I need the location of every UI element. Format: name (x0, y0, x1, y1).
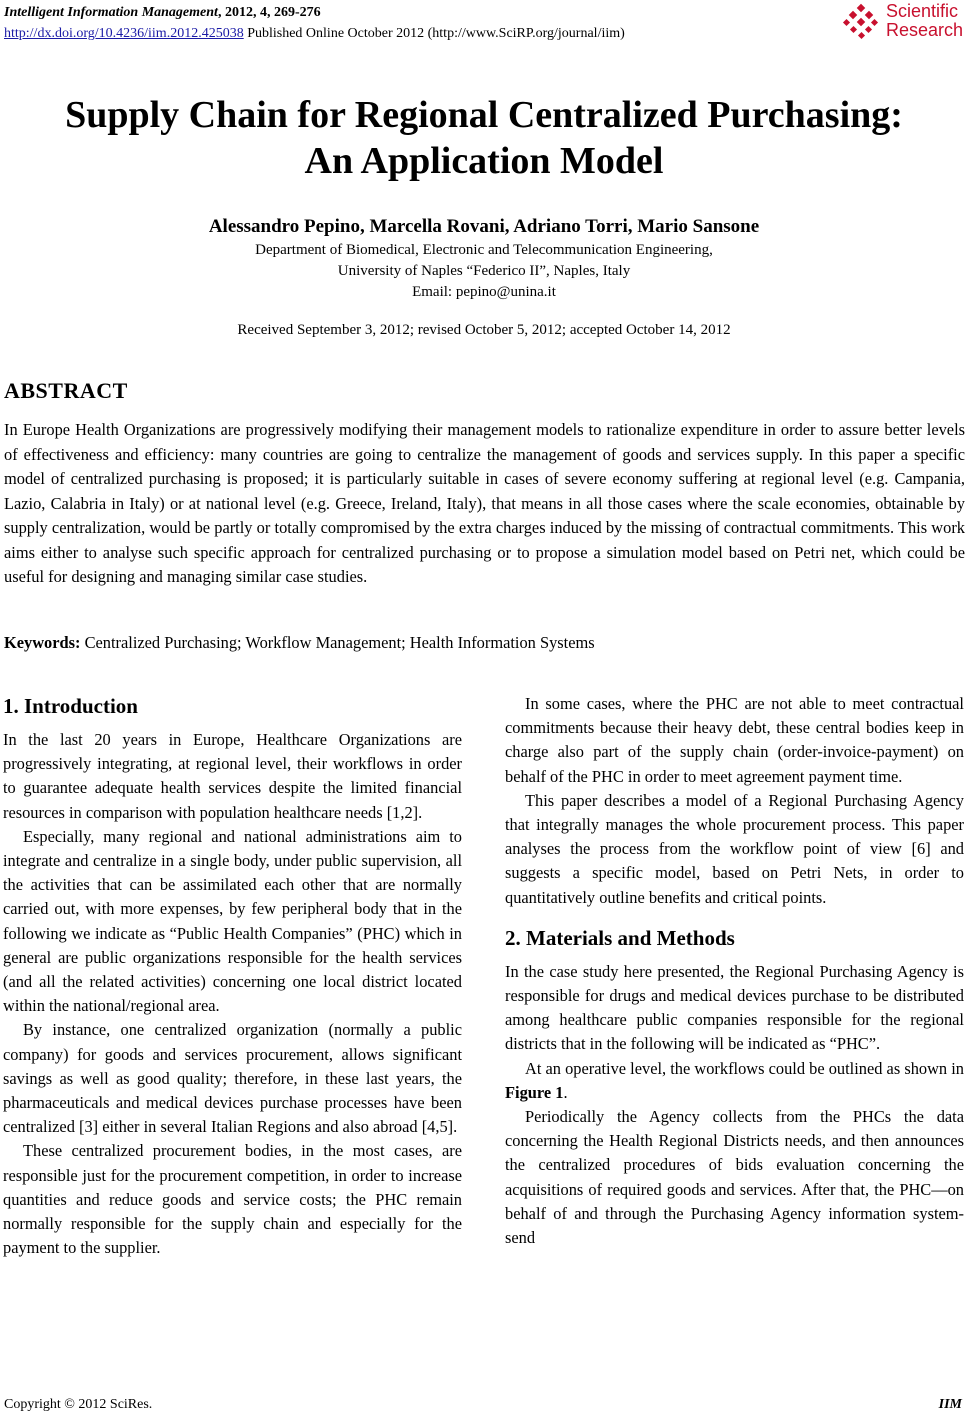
affiliation: Department of Biomedical, Electronic and Telecommunication Engineering, University of Naples “Federico II”, Naples, Italy Email: pepino@unina.it (0, 240, 968, 303)
author-email: Email: pepino@unina.it (412, 284, 556, 300)
paragraph: Periodically the Agency collects from the PHCs the data concerning the Health Regional Districts needs, and then announces the centralized procedures of bids evaluation concerning the acquisitions of required goods and services. After that, the PHC—on behalf of and through the Purchasing Agency information system-send (505, 1107, 964, 1248)
keywords (4, 631, 965, 655)
figure-reference[interactable]: Figure 1 (505, 1082, 564, 1102)
doi-link[interactable]: http://dx.doi.org/10.4236/iim.2012.425038 (4, 26, 244, 41)
paragraph: This paper describes a model of a Regional Purchasing Agency that integrally manages the whole procurement process. This paper analyses the process from the workflow point of view [6] and suggests a specific model, based on Petri Nets, in order to quantitatively outline benefits and critical points. (505, 790, 964, 907)
right-column (505, 692, 964, 1250)
section-heading: 1. Introduction (3, 694, 138, 718)
paper-title: Supply Chain for Regional Centralized Purchasing: An Application Model (65, 94, 903, 182)
paragraph: In the last 20 years in Europe, Healthcare Organizations are progressively integrating, at regional level, their workflows in order to guarantee adequate health services despite the limited financial resources in comparison with population healthcare needs [1,2]. (3, 730, 462, 822)
journal-name: Intelligent Information Management (4, 5, 218, 20)
journal-abbreviation: IIM (938, 1397, 962, 1412)
left-column (3, 692, 462, 1260)
author-list: Alessandro Pepino, Marcella Rovani, Adriano Torri, Mario Sansone (208, 216, 760, 237)
scientific-research-logo (842, 0, 966, 44)
keywords-list: Centralized Purchasing; Workflow Management; Health Information Systems (80, 633, 595, 652)
copyright: Copyright © 2012 SciRes. (4, 1397, 153, 1412)
published-info: Published Online October 2012 (http://www.SciRP.org/journal/iim) (243, 26, 625, 41)
paragraph: By instance, one centralized organization (normally a public company) for goods and services procurement, allows significant savings as well as good quality; therefore, in these last years, the pharmaceuticals and medical devices purchase processes have been centralized [3] either in several Italian Regions and also abroad [4,5]. (3, 1020, 462, 1137)
paragraph: These centralized procurement bodies, in the most cases, are responsible just for the procurement competition, in order to increase quantities and reduce goods and service costs; the PHC remain normally responsible for the supply chain and especially for the payment to the supplier. (3, 1141, 462, 1258)
publisher-logo-icon (842, 3, 882, 43)
volume-info: , 2012, 4, 269-276 (217, 5, 321, 20)
paragraph: In the case study here presented, the Regional Purchasing Agency is responsible for drugs and medical devices purchase to be distributed among healthcare public companies responsible for the regional districts that in the following will be indicated as “PHC”. (505, 961, 964, 1054)
paragraph: At an operative level, the workflows could be outlined as shown in Figure 1. (505, 1058, 964, 1102)
section-heading: 2. Materials and Methods (505, 925, 735, 950)
abstract-heading: ABSTRACT (4, 378, 128, 403)
paragraph: In some cases, where the PHC are not able to meet contractual commitments because their heavy debt, these central bodies keep in charge also part of the supply chain (order-invoice-payment) on behalf of the PHC in order to meet agreement payment time. (505, 694, 964, 786)
doi-line (4, 23, 625, 44)
abstract-text: In Europe Health Organizations are progressively modifying their management models to rationalize expenditure in order to assure better levels of effectiveness and efficiency: many countries are going to centralize the management of goods and services supply. In this paper a specific model of centralized purchasing is proposed; it is particularly suitable in cases of severe economy suffering at regional level (e.g. Campania, Lazio, Calabria in Italy) or at national level (e.g. Greece, Ireland, Italy), that means in all those cases where the scale economies, obtainable by supply centralization, would be partly or totally compromised by the extra charges induced by the missing of contractual commitments. This work aims either to analyse such specific approach for centralized purchasing or to propose a simulation model based on Petri net, which could be useful for designing and managing similar case studies. (4, 420, 965, 586)
paragraph: Especially, many regional and national administrations aim to integrate and centralize in a single body, under public supervision, all the activities that can be assimilated each other that are normally carried out, with more expenses, by few peripheral body that in the following we indicate as “Public Health Companies” (PHC) which in general are public organizations responsible for the health services (and all the related activities) concerning one local district located within the national/regional area. (3, 826, 462, 1016)
logo-wordmark: Scientific Research (886, 1, 964, 40)
received-dates: Received September 3, 2012; revised October 5, 2012; accepted October 14, 2012 (237, 322, 731, 338)
journal-citation (4, 2, 625, 23)
keywords-label: Keywords: (4, 633, 81, 652)
page-header (4, 2, 625, 44)
